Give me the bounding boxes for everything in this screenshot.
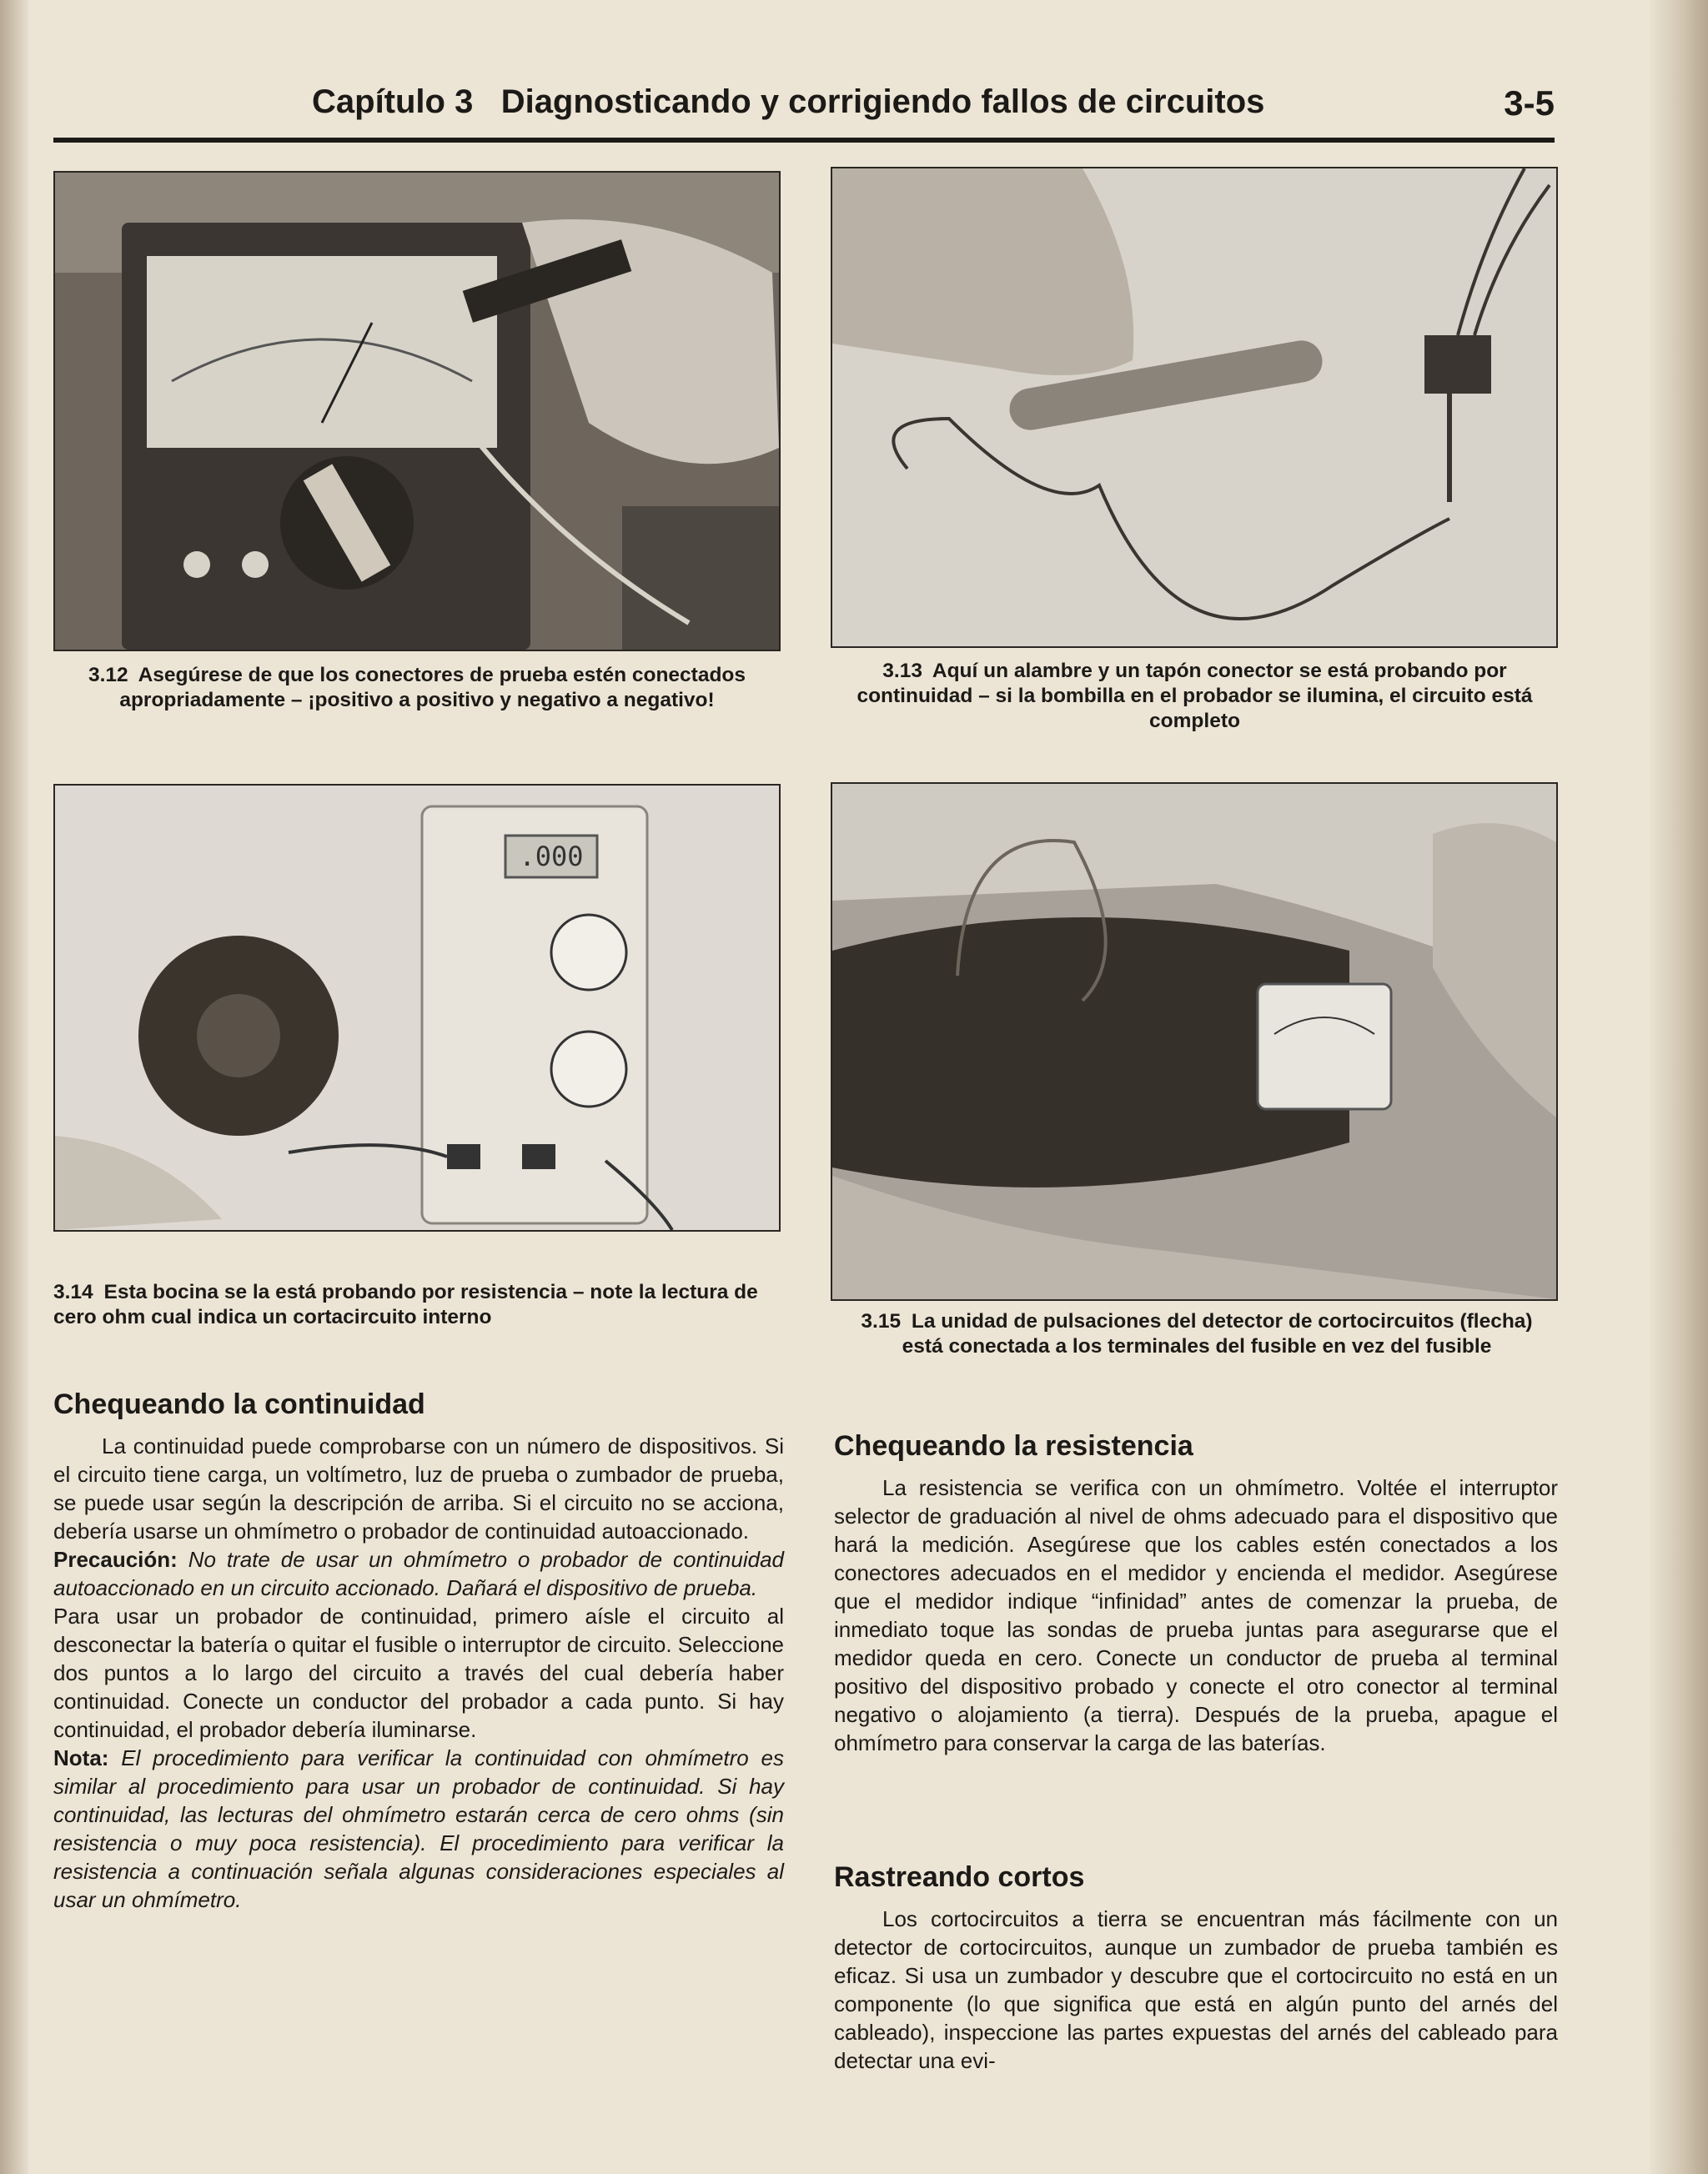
resistance-paragraph-1: La resistencia se verifica con un ohmímetro. Voltée el interruptor selector de graduación al nivel de ohms adecuado para el dispositivo que hará la medición. Asegúrese que los cables estén conectados a los conectores adecuados en el medidor y encienda el medidor. Asegúrese que el medidor indique “infinidad” antes de comenzar la prueba, de inmediato toque las sondas de prueba juntas para asegurarse que el medidor queda en cero. Conecte un conductor de prueba al terminal positivo del dispositivo probado y conecte el otro conector al terminal negativo o alojamiento (a tierra). Después de la prueba, apague el ohmímetro para conservar la carga de las baterías.	[834, 1475, 1558, 1755]
caption-3-14	[53, 1280, 779, 1330]
caption-text: Asegúrese de que los conectores de prueba estén conectados apropriadamente – ¡positivo a positivo y negativo a negativo!	[119, 664, 746, 711]
page-header	[53, 83, 1555, 133]
heading-continuity: Chequeando la continuidad	[53, 1388, 425, 1420]
caption-number: 3.14	[53, 1281, 93, 1303]
caution-label: Precaución:	[53, 1547, 178, 1572]
header-rule	[53, 138, 1555, 143]
caption-number: 3.13	[882, 660, 922, 682]
caption-number: 3.15	[861, 1310, 902, 1333]
chapter-title: Diagnosticando y corrigiendo fallos de circuitos	[500, 83, 1265, 120]
continuity-body	[53, 1432, 784, 1914]
continuity-paragraph-2: Para usar un probador de continuidad, primero aísle el circuito al desconectar la batería o quitar el fusible o interruptor de circuito. Seleccione dos puntos a lo largo del circuito a través del cual debería haber continuidad. Conecte un conductor del probador a cada punto. Si hay continuidad, el probador debería iluminarse.	[53, 1604, 784, 1742]
heading-shorts: Rastreando cortos	[834, 1861, 1085, 1893]
photo-3-14-horn-resistance-test	[53, 784, 781, 1232]
page-edge-shadow-left	[0, 0, 28, 2174]
header-title	[312, 83, 1264, 121]
note-paragraph	[53, 1744, 784, 1914]
note-text: El procedimiento para verificar la continuidad con ohmímetro es similar al procedimiento para usar un probador de continuidad. Si hay continuidad, las lecturas del ohmímetro estarán cerca de cero ohms (sin resistencia o muy poca resistencia). El procedimiento para verificar la resistencia a continuación señala algunas consideraciones especiales al usar un ohmímetro.	[53, 1745, 784, 1912]
continuity-paragraph-1: La continuidad puede comprobarse con un número de dispositivos. Si el circuito tiene carga, un voltímetro, luz de prueba o zumbador de prueba, se puede usar según la descripción de arriba. Si el circuito no se acciona, debería usarse un ohmímetro o probador de continuidad autoaccionado.	[53, 1433, 784, 1544]
caption-number: 3.12	[88, 664, 128, 686]
caution-text: No trate de usar un ohmímetro o probador de continuidad autoaccionado en un circuito accionado. Dañará el dispositivo de prueba.	[53, 1547, 785, 1600]
heading-resistance: Chequeando la resistencia	[834, 1430, 1193, 1462]
caption-text: La unidad de pulsaciones del detector de cortocircuitos (flecha) está conectada a los terminales del fusible en vez del fusible	[902, 1310, 1533, 1358]
caption-3-13	[838, 659, 1551, 734]
photo-3-13-continuity-test-light	[831, 167, 1558, 648]
caption-text: Aquí un alambre y un tapón conector se está probando por continuidad – si la bombilla en el probador se ilumina, el circuito está completo	[857, 660, 1533, 732]
resistance-body	[834, 1474, 1558, 1757]
photo-3-12-analog-multimeter	[53, 171, 781, 651]
page-edge-shadow-right	[1650, 0, 1708, 2174]
page-number: 3-5	[1504, 83, 1555, 123]
photo-3-15-short-detector-pulse-unit	[831, 782, 1558, 1301]
note-label: Nota:	[53, 1745, 109, 1770]
caution-paragraph	[53, 1545, 784, 1602]
caption-text: Esta bocina se la está probando por resistencia – note la lectura de cero ohm cual indica un cortacircuito interno	[53, 1281, 758, 1328]
caption-3-15	[838, 1309, 1555, 1359]
meter-display-reading: .000	[519, 841, 584, 872]
caption-3-12	[83, 663, 751, 713]
shorts-body	[834, 1905, 1558, 2075]
chapter-label: Capítulo 3	[312, 83, 474, 120]
shorts-paragraph-1: Los cortocircuitos a tierra se encuentran más fácilmente con un detector de cortocircuitos, aunque un zumbador de prueba también es eficaz. Si usa un zumbador y descubre que el cortocircuito no está en un componente (lo que significa que está en algún punto del arnés del cableado), inspeccione las partes expuestas del arnés del cableado para detectar una evi-	[834, 1906, 1558, 2073]
